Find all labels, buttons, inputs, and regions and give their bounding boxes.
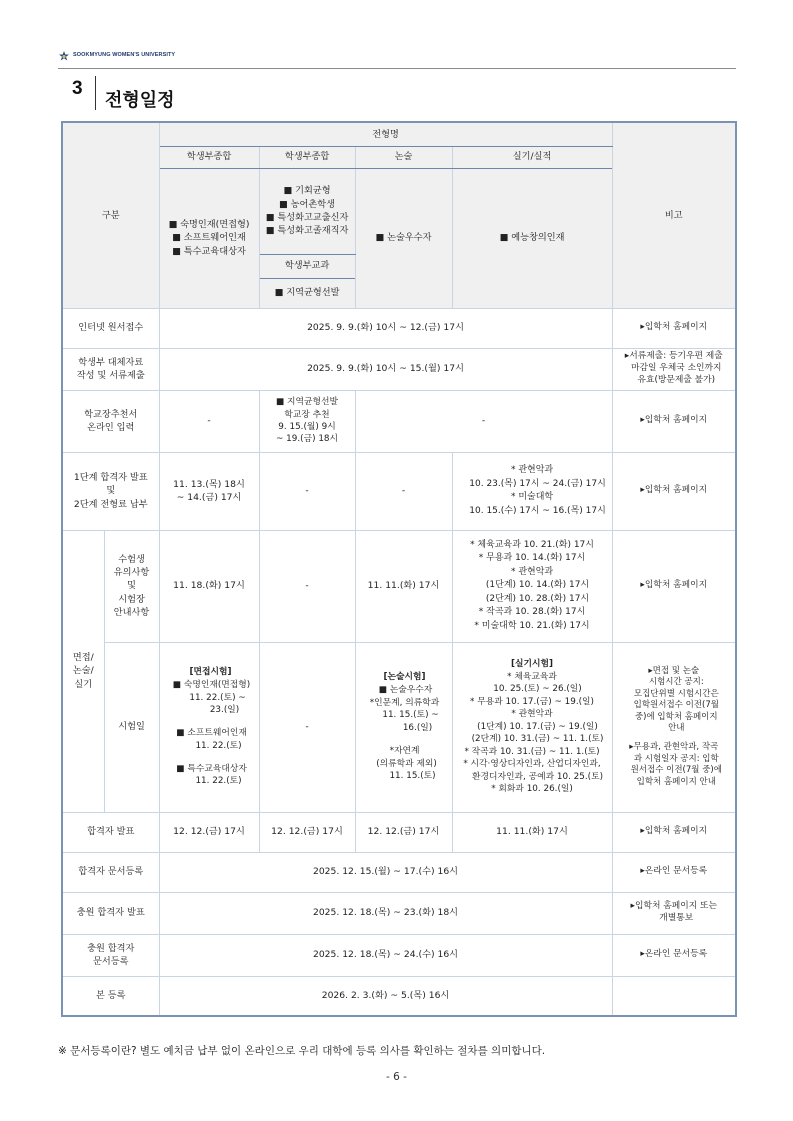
page-number: - 6 - <box>386 1071 407 1083</box>
row-remark: ▸온라인 문서등록 <box>612 934 736 976</box>
row-label: 학생부 대체자료 작성 및 서류제출 <box>62 348 159 390</box>
cell: * 체육교육과 10. 21.(화) 17시 * 무용과 10. 14.(화) 17시 * 관현악과 (1단계) 10. 14.(화) 17시 (2단계) 10. 28.(화) 17시 * 작곡과 10. 28.(화) 17시 * 미술대학 10. 21.(화) 17시 <box>452 530 612 642</box>
section-divider <box>95 76 96 110</box>
type-subheader: 학생부교과 <box>259 254 355 278</box>
row-remark: ▸입학처 홈페이지 <box>612 452 736 530</box>
table-row <box>62 892 736 934</box>
row-value: 2025. 9. 9.(화) 10시 ~ 15.(월) 17시 <box>159 348 612 390</box>
section-number: 3 <box>72 78 83 99</box>
cell: - <box>355 390 612 452</box>
row-remark: ▸온라인 문서등록 <box>612 852 736 892</box>
table-row <box>62 308 736 348</box>
row-value: 2025. 9. 9.(화) 10시 ~ 12.(금) 17시 <box>159 308 612 348</box>
row-remark: ▸서류제출: 등기우편 제출 마감일 우체국 소인까지 유효(방문제출 불가) <box>612 348 736 390</box>
group-header: 전형명 <box>159 122 612 146</box>
table-row <box>62 348 736 390</box>
row-label: 합격자 발표 <box>62 812 159 852</box>
page-header <box>58 50 736 69</box>
cell: 12. 12.(금) 17시 <box>355 812 452 852</box>
corner-label: 구분 <box>62 122 159 308</box>
type-header: 논술 <box>355 146 452 168</box>
col3-items: ■ 논술우수자 <box>355 168 452 308</box>
col2-items: ■ 기회균형 ■ 농어촌학생 ■ 특성화고교출신자 ■ 특성화고졸재직자 <box>259 168 355 254</box>
row-remark: ▸입학처 홈페이지 <box>612 530 736 642</box>
row-value: 2025. 12. 18.(목) ~ 23.(화) 18시 <box>159 892 612 934</box>
type-header: 실기/실적 <box>452 146 612 168</box>
table-row <box>62 390 736 452</box>
cell: - <box>159 390 259 452</box>
table-row <box>62 852 736 892</box>
type-header: 학생부종합 <box>159 146 259 168</box>
table-row <box>62 812 736 852</box>
cell: 11. 13.(목) 18시 ~ 14.(금) 17시 <box>159 452 259 530</box>
table-row <box>62 642 736 812</box>
remarks-header: 비고 <box>612 122 736 308</box>
cell: - <box>259 452 355 530</box>
row-value: 2025. 12. 18.(목) ~ 24.(수) 16시 <box>159 934 612 976</box>
row-remark: ▸입학처 홈페이지 또는 개별통보 <box>612 892 736 934</box>
row-label: 충원 합격자 문서등록 <box>62 934 159 976</box>
cell: - <box>355 452 452 530</box>
row-label: 학교장추천서 온라인 입력 <box>62 390 159 452</box>
row-remark: ▸면접 및 논술 시험시간 공지: 모집단위별 시험시간은 입학원서접수 이전(7월 중)에 입학처 홈페이지 안내 ▸무용과, 관현악과, 작곡 과 시험일자 공지: 입학 원서접수 이전(7월 중)에 입학처 홈페이지 안내 <box>612 642 736 812</box>
row-label: 시험일 <box>104 642 159 812</box>
type-header: 학생부종합 <box>259 146 355 168</box>
cell: - <box>259 530 355 642</box>
cell: - <box>259 642 355 812</box>
row-remark: ▸입학처 홈페이지 <box>612 812 736 852</box>
col1-items: ■ 숙명인재(면접형) ■ 소프트웨어인재 ■ 특수교육대상자 <box>159 168 259 308</box>
cell: * 관현악과 10. 23.(목) 17시 ~ 24.(금) 17시 * 미술대학 10. 15.(수) 17시 ~ 16.(목) 17시 <box>452 452 612 530</box>
cell: [논술시험] ■ 논술우수자 *인문계, 의류학과 11. 15.(토) ~ 16.(일) *자연계 (의류학과 제외) 11. 15.(토) <box>355 642 452 812</box>
row-remark: ▸입학처 홈페이지 <box>612 390 736 452</box>
table-row <box>62 976 736 1016</box>
col2-sub-items: ■ 지역균형선발 <box>259 278 355 308</box>
schedule-table <box>61 121 737 1017</box>
table-row <box>62 530 736 642</box>
table-row <box>62 934 736 976</box>
row-label: 합격자 문서등록 <box>62 852 159 892</box>
cell: 11. 11.(화) 17시 <box>452 812 612 852</box>
row-value: 2025. 12. 15.(월) ~ 17.(수) 16시 <box>159 852 612 892</box>
col4-items: ■ 예능창의인재 <box>452 168 612 308</box>
cell: 11. 11.(화) 17시 <box>355 530 452 642</box>
cell: [실기시험] * 체육교육과 10. 25.(토) ~ 26.(일) * 무용과 10. 17.(금) ~ 19.(일) * 관현악과 (1단계) 10. 17.(금) ~ 19.(일) (2단계) 10. 31.(금) ~ 11. 1.(토) * 작곡과 10. 31.(금) ~ 11. 1.(토) * 시각·영상디자인과, 산업디자인과, 환경디자인과, 공예과 10. 25.(토) * 회화과 10. 26.(일) <box>452 642 612 812</box>
footnote: ※ 문서등록이란? 별도 예치금 납부 없이 온라인으로 우리 대학에 등록 의사를 확인하는 절차를 의미합니다. <box>58 1045 546 1057</box>
row-label: 수험생 유의사항 및 시험장 안내사항 <box>104 530 159 642</box>
row-remark: ▸입학처 홈페이지 <box>612 308 736 348</box>
exam-group-label: 면접/ 논술/ 실기 <box>62 530 104 812</box>
row-label: 본 등록 <box>62 976 159 1016</box>
cell: [면접시험] ■ 숙명인재(면접형) 11. 22.(토) ~ 23.(일) ■ 소프트웨어인재 11. 22.(토) ■ 특수교육대상자 11. 22.(토) <box>159 642 259 812</box>
row-remark <box>612 976 736 1016</box>
cell: 11. 18.(화) 17시 <box>159 530 259 642</box>
cell: 12. 12.(금) 17시 <box>259 812 355 852</box>
cell: 12. 12.(금) 17시 <box>159 812 259 852</box>
row-label: 충원 합격자 발표 <box>62 892 159 934</box>
row-label: 인터넷 원서접수 <box>62 308 159 348</box>
row-value: 2026. 2. 3.(화) ~ 5.(목) 16시 <box>159 976 612 1016</box>
cell: ■ 지역균형선발 학교장 추천 9. 15.(월) 9시 ~ 19.(금) 18시 <box>259 390 355 452</box>
table-row <box>62 452 736 530</box>
section-title: 전형일정 <box>105 90 175 111</box>
university-logo-icon <box>58 51 70 63</box>
row-label: 1단계 합격자 발표 및 2단계 전형료 납부 <box>62 452 159 530</box>
university-name: SOOKMYUNG WOMEN'S UNIVERSITY <box>73 52 176 58</box>
